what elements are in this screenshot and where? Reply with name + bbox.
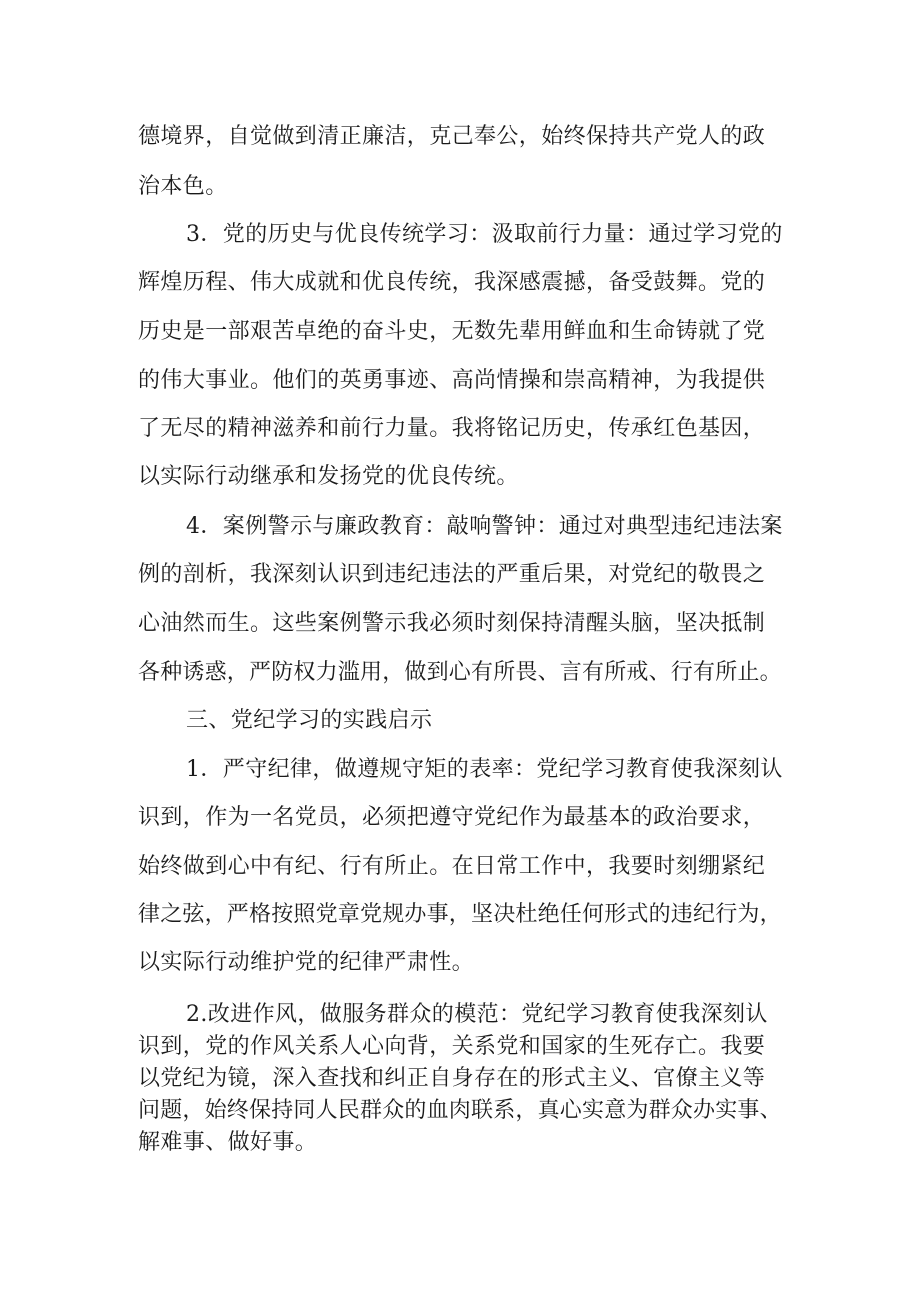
paragraph-line: 以实际行动继承和发扬党的优良传统。 — [138, 464, 519, 489]
paragraph-line: 问题，始终保持同人民群众的血肉联系，真心实意为群众办实事、 — [138, 1098, 782, 1123]
paragraph-line: 解难事、做好事。 — [138, 1130, 318, 1155]
paragraph-line: 2.改进作风，做服务群众的模范：党纪学习教育使我深刻认 — [186, 1002, 768, 1027]
section-heading: 三、党纪学习的实践启示 — [186, 708, 433, 733]
paragraph-line: 律之弦，严格按照党章党规办事，坚决杜绝任何形式的违纪行为， — [138, 902, 782, 927]
paragraph-line: 例的剖析，我深刻认识到违纪违法的严重后果，对党纪的敬畏之 — [138, 562, 766, 587]
paragraph-line: 识到，党的作风关系人心向背，关系党和国家的生死存亡。我要 — [138, 1034, 766, 1059]
paragraph-line: 始终做到心中有纪、行有所止。在日常工作中，我要时刻绷紧纪 — [138, 854, 766, 879]
paragraph-line: 识到，作为一名党员，必须把遵守党纪作为最基本的政治要求， — [138, 805, 766, 830]
paragraph-line: 1．严守纪律，做遵规守矩的表率：党纪学习教育使我深刻认 — [186, 757, 783, 782]
paragraph-line: 辉煌历程、伟大成就和优良传统，我深感震撼，备受鼓舞。党的 — [138, 270, 766, 295]
paragraph-line: 以实际行动维护党的纪律严肃性。 — [138, 950, 475, 975]
paragraph-line: 的伟大事业。他们的英勇事迹、高尚情操和崇高精神，为我提供 — [138, 368, 766, 393]
paragraph-line: 治本色。 — [138, 174, 228, 199]
paragraph-line: 了无尽的精神滋养和前行力量。我将铭记历史，传承红色基因， — [138, 416, 766, 441]
paragraph-line: 以党纪为镜，深入查找和纠正自身存在的形式主义、官僚主义等 — [138, 1066, 766, 1091]
paragraph-line: 历史是一部艰苦卓绝的奋斗史，无数先辈用鲜血和生命铸就了党 — [138, 319, 766, 344]
paragraph-line: 德境界，自觉做到清正廉洁，克己奉公，始终保持共产党人的政 — [138, 124, 766, 149]
paragraph-line: 4．案例警示与廉政教育：敲响警钟：通过对典型违纪违法案 — [186, 514, 783, 539]
paragraph-line: 心油然而生。这些案例警示我必须时刻保持清醒头脑，坚决抵制 — [138, 611, 766, 636]
paragraph-line: 各种诱惑，严防权力滥用，做到心有所畏、言有所戒、行有所止。 — [138, 660, 782, 685]
paragraph-line: 3．党的历史与优良传统学习：汲取前行力量：通过学习党的 — [186, 222, 783, 247]
